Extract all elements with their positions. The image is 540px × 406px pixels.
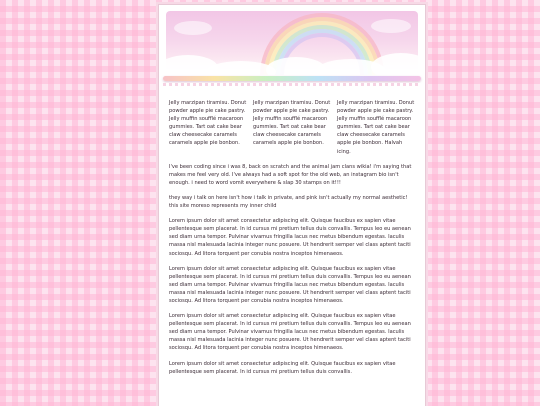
text-columns (169, 99, 415, 156)
lorem-paragraph: Lorem ipsum dolor sit amet consectetur adipiscing elit. Quisque faucibus ex sapien vitae pellentesque sem placerat. In id cursus mi pretium tellus duis convallis. (169, 360, 396, 375)
decorative-strip (163, 83, 421, 86)
column-text: Jelly marzipan tiramisu. Donut powder apple pie cake pastry. Jelly muffin soufflé macaroon gummies. Tart oat cake bear claw cheesecake caramels apple pie bonbon. Halvah icing. (337, 100, 415, 155)
column-text: Jelly marzipan tiramisu. Donut powder apple pie cake pastry. Jelly muffin soufflé macaroon gummies. Tart oat cake bear claw cheesecake caramels caramels apple pie bonbon. (169, 100, 247, 147)
main-content (169, 99, 415, 376)
lorem-paragraph: Lorem ipsum dolor sit amet consectetur adipiscing elit. Quisque faucibus ex sapien vitae pellentesque sem placerat. In id cursus mi pretium tellus duis convallis. Tempus leo eu aenean sed diam urna tempor. Pulvinar vivamus fringilla lacus nec metus bibendum egestas. Iaculis massa nisl malesuada lacinia integer nunc posuere. Ut hendrerit semper vel class aptent taciti sociosqu. Ad litora torquent per conubia nostra inceptos himenaeos. (169, 218, 411, 257)
cloud-shape (174, 21, 212, 35)
cloud-shape (371, 19, 411, 33)
rainbow-divider (163, 76, 421, 81)
intro-paragraph: I've been coding since i was 8, back on scratch and the animal jam clans wikia! i'm saying that makes me feel very old. I've always had a soft spot for the old web, an instagram bio isn't enough. i need to word vomit everywhere & slap 30 stamps on it!!! (169, 163, 412, 186)
lorem-paragraph: Lorem ipsum dolor sit amet consectetur adipiscing elit. Quisque faucibus ex sapien vitae pellentesque sem placerat. In id cursus mi pretium tellus duis convallis. Tempus leo eu aenean sed diam urna tempor. Pulvinar vivamus fringilla lacus nec metus bibendum egestas. Iaculis massa nisl malesuada lacinia integer nunc posuere. Ut hendrerit semper vel class aptent taciti sociosqu. Ad litora torquent per conubia nostra inceptos himenaeos. (169, 265, 411, 304)
lorem-paragraph: Lorem ipsum dolor sit amet consectetur adipiscing elit. Quisque faucibus ex sapien vitae pellentesque sem placerat. In id cursus mi pretium tellus duis convallis. Tempus leo eu aenean sed diam urna tempor. Pulvinar vivamus fringilla lacus nec metus bibendum egestas. Iaculis massa nisl malesuada lacinia integer nunc posuere. Ut hendrerit semper vel class aptent taciti sociosqu. Ad litora torquent per conubia nostra inceptos himenaeos. (169, 313, 411, 352)
note-paragraph: they way i talk on here isn't how i talk in private, and pink isn't actually my normal aesthetic! this site moreso represents my inner child (169, 194, 408, 210)
header-banner (166, 11, 418, 75)
page-container (158, 4, 426, 406)
column-text: Jelly marzipan tiramisu. Donut powder apple pie cake pastry. Jelly muffin soufflé macaroon gummies. Tart oat cake bear claw cheesecake caramels caramels apple pie bonbon. (253, 100, 331, 147)
